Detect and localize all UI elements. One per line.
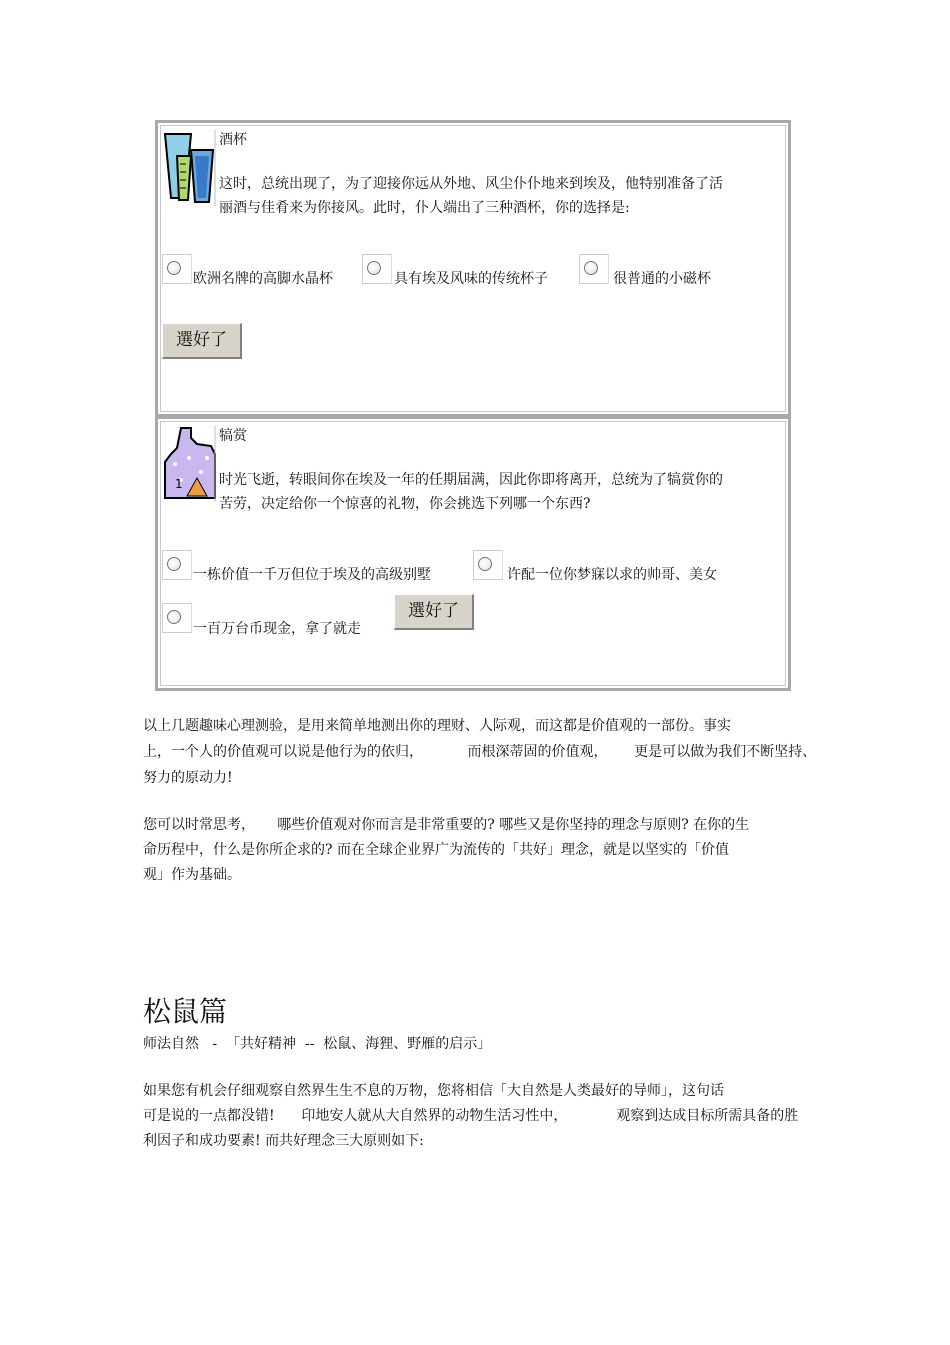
option-label: 许配一位你梦寐以求的帅哥、美女 [507, 567, 717, 583]
paragraph-line: 以上几题趣味心理测验，是用来简单地测出你的理财、人际观，而这都是价值观的一部份。事实 [143, 718, 731, 734]
svg-text:1: 1 [175, 477, 183, 491]
question-panel-reward [155, 416, 791, 691]
question-text-line: 这时，总统出现了，为了迎接你远从外地、风尘仆仆地来到埃及，他特别准备了活 [219, 176, 723, 192]
section-subtitle: 师法自然 - 「共好精神 -- 松鼠、海狸、野雁的启示」 [143, 1036, 492, 1052]
question-title: 酒杯 [219, 132, 247, 148]
question-text-line: 丽酒与佳肴来为你接风。此时，仆人端出了三种酒杯，你的选择是: [219, 200, 630, 216]
paragraph-line: 努力的原动力! [143, 770, 233, 786]
section-heading: 松鼠篇 [143, 995, 228, 1028]
question-text-line: 时光飞逝，转眼间你在埃及一年的任期届满，因此你即将离开，总统为了犒赏你的 [219, 472, 723, 488]
option-label: 具有埃及风味的传统杯子 [394, 271, 548, 287]
paragraph-line: 可是说的一点都没错! 印地安人就从大自然界的动物生活习性中， 观察到达成目标所需具备的胜 [143, 1108, 799, 1124]
question-text-line: 苦劳，决定给你一个惊喜的礼物，你会挑选下列哪一个东西? [219, 496, 591, 512]
gift-bottle-icon [161, 424, 217, 502]
option-label: 很普通的小磁杯 [613, 271, 711, 287]
submit-button[interactable]: 選好了 [162, 323, 242, 359]
option-label: 一百万台币现金，拿了就走 [193, 621, 361, 637]
paragraph-line: 观」作为基础。 [143, 867, 241, 883]
paragraph-line: 如果您有机会仔细观察自然界生生不息的万物，您将相信「大自然是人类最好的导师」，这句话 [143, 1083, 724, 1099]
paragraph-line: 命历程中，什么是你所企求的? 而在全球企业界广为流传的「共好」理念，就是以坚实的「价值 [143, 842, 729, 858]
option-label: 一栋价值一千万但位于埃及的高级别墅 [193, 567, 431, 583]
radio-option-egyptian-cup[interactable] [362, 254, 392, 284]
question-panel-wine-glass [155, 120, 791, 417]
radio-option-small-porcelain-cup[interactable] [579, 254, 609, 284]
submit-button[interactable]: 選好了 [394, 594, 474, 630]
radio-option-cash[interactable] [162, 603, 192, 633]
paragraph-line: 上，一个人的价值观可以说是他行为的依归， 而根深蒂固的价值观， 更是可以做为我们不断坚持、 [143, 744, 817, 760]
wine-glasses-icon [161, 128, 217, 206]
paragraph-line: 利因子和成功要素! 而共好理念三大原则如下: [143, 1133, 424, 1149]
radio-option-dream-partner[interactable] [473, 550, 503, 580]
option-label: 欧洲名牌的高脚水晶杯 [193, 271, 333, 287]
radio-option-crystal-glass[interactable] [162, 254, 192, 284]
paragraph-line: 您可以时常思考， 哪些价值观对你而言是非常重要的? 哪些又是你坚持的理念与原则? 在你的生 [143, 817, 750, 833]
radio-option-villa[interactable] [162, 550, 192, 580]
question-title: 犒赏 [219, 428, 247, 444]
